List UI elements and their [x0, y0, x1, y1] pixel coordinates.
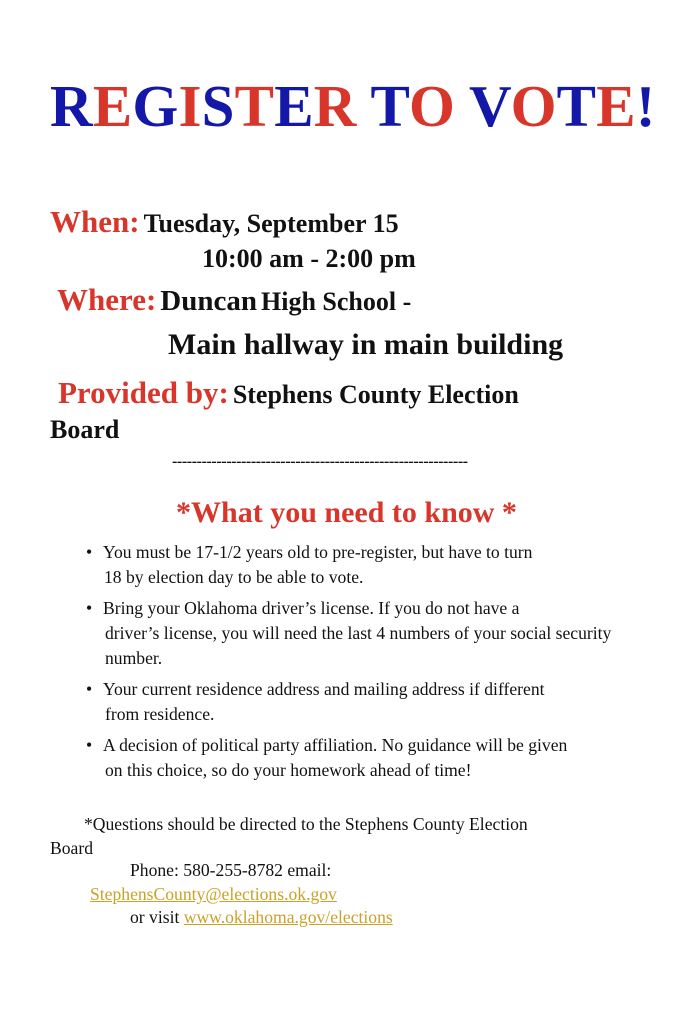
where-place-name: Duncan	[160, 285, 257, 317]
list-item	[86, 733, 656, 783]
provided-line	[58, 375, 519, 411]
title-letter: R	[313, 73, 357, 139]
list-item-text: A decision of political party affiliation. No guidance will be given	[103, 735, 568, 755]
where-label: Where:	[57, 282, 157, 317]
list-item-text-continued: from residence.	[105, 704, 215, 724]
when-label: When:	[50, 204, 140, 239]
event-date: Tuesday, September 15	[143, 209, 399, 238]
where-place-rest: High School -	[261, 287, 412, 316]
bullet-icon: •	[86, 598, 93, 618]
event-time: 10:00 am - 2:00 pm	[202, 244, 416, 273]
bullet-icon: •	[86, 542, 93, 562]
dashed-divider: ------------------------------------------------------------	[172, 453, 468, 470]
title-letter: T	[234, 73, 275, 139]
website-link[interactable]: www.oklahoma.gov/elections	[183, 907, 393, 927]
list-item	[86, 677, 656, 727]
questions-note	[50, 812, 630, 860]
title-letter: O	[510, 73, 557, 139]
bullet-icon: •	[86, 735, 93, 755]
list-item-text: Your current residence address and mailing address if different	[103, 679, 545, 699]
page-title	[50, 72, 656, 141]
questions-text: *Questions should be directed to the Stephens County Election	[84, 814, 528, 834]
title-letter: T	[556, 73, 597, 139]
title-letter: R	[50, 73, 93, 139]
email-line	[90, 884, 337, 905]
provided-label: Provided by:	[58, 375, 229, 410]
visit-prefix: or visit	[130, 907, 184, 927]
website-line	[130, 907, 393, 928]
title-letter: I	[178, 73, 202, 139]
provider-name-continued: Board	[50, 415, 120, 444]
need-to-know-heading: *What you need to know *	[176, 496, 517, 529]
requirements-list	[86, 540, 656, 789]
list-item	[86, 596, 656, 671]
questions-text-continued: Board	[50, 838, 93, 858]
title-letter: V	[455, 73, 511, 139]
provider-name: Stephens County Election	[232, 380, 519, 409]
where-line	[57, 282, 411, 318]
list-item-text-continued: 18 by election day to be able to vote.	[104, 567, 364, 587]
when-line	[50, 204, 399, 240]
title-letter: E	[274, 73, 314, 139]
title-letter: T	[356, 73, 409, 139]
list-item-text: You must be 17-1/2 years old to pre-register, but have to turn	[103, 542, 533, 562]
phone-line: Phone: 580-255-8782 email:	[130, 860, 332, 880]
title-letter: O	[408, 73, 456, 139]
list-item-text-continued: on this choice, so do your homework ahead of time!	[105, 760, 472, 780]
title-letter: G	[132, 73, 179, 139]
where-location-detail: Main hallway in main building	[168, 328, 564, 361]
list-item	[86, 540, 656, 590]
list-item-text-continued: driver’s license, you will need the last 4 numbers of your social security number.	[105, 623, 612, 668]
bullet-icon: •	[86, 679, 93, 699]
email-link[interactable]: StephensCounty@elections.ok.gov	[90, 884, 337, 904]
title-letter: !	[635, 73, 656, 139]
title-letter: E	[596, 73, 636, 139]
title-letter: S	[201, 73, 235, 139]
list-item-text: Bring your Oklahoma driver’s license. If you do not have a	[103, 598, 520, 618]
title-letter: E	[92, 73, 133, 139]
